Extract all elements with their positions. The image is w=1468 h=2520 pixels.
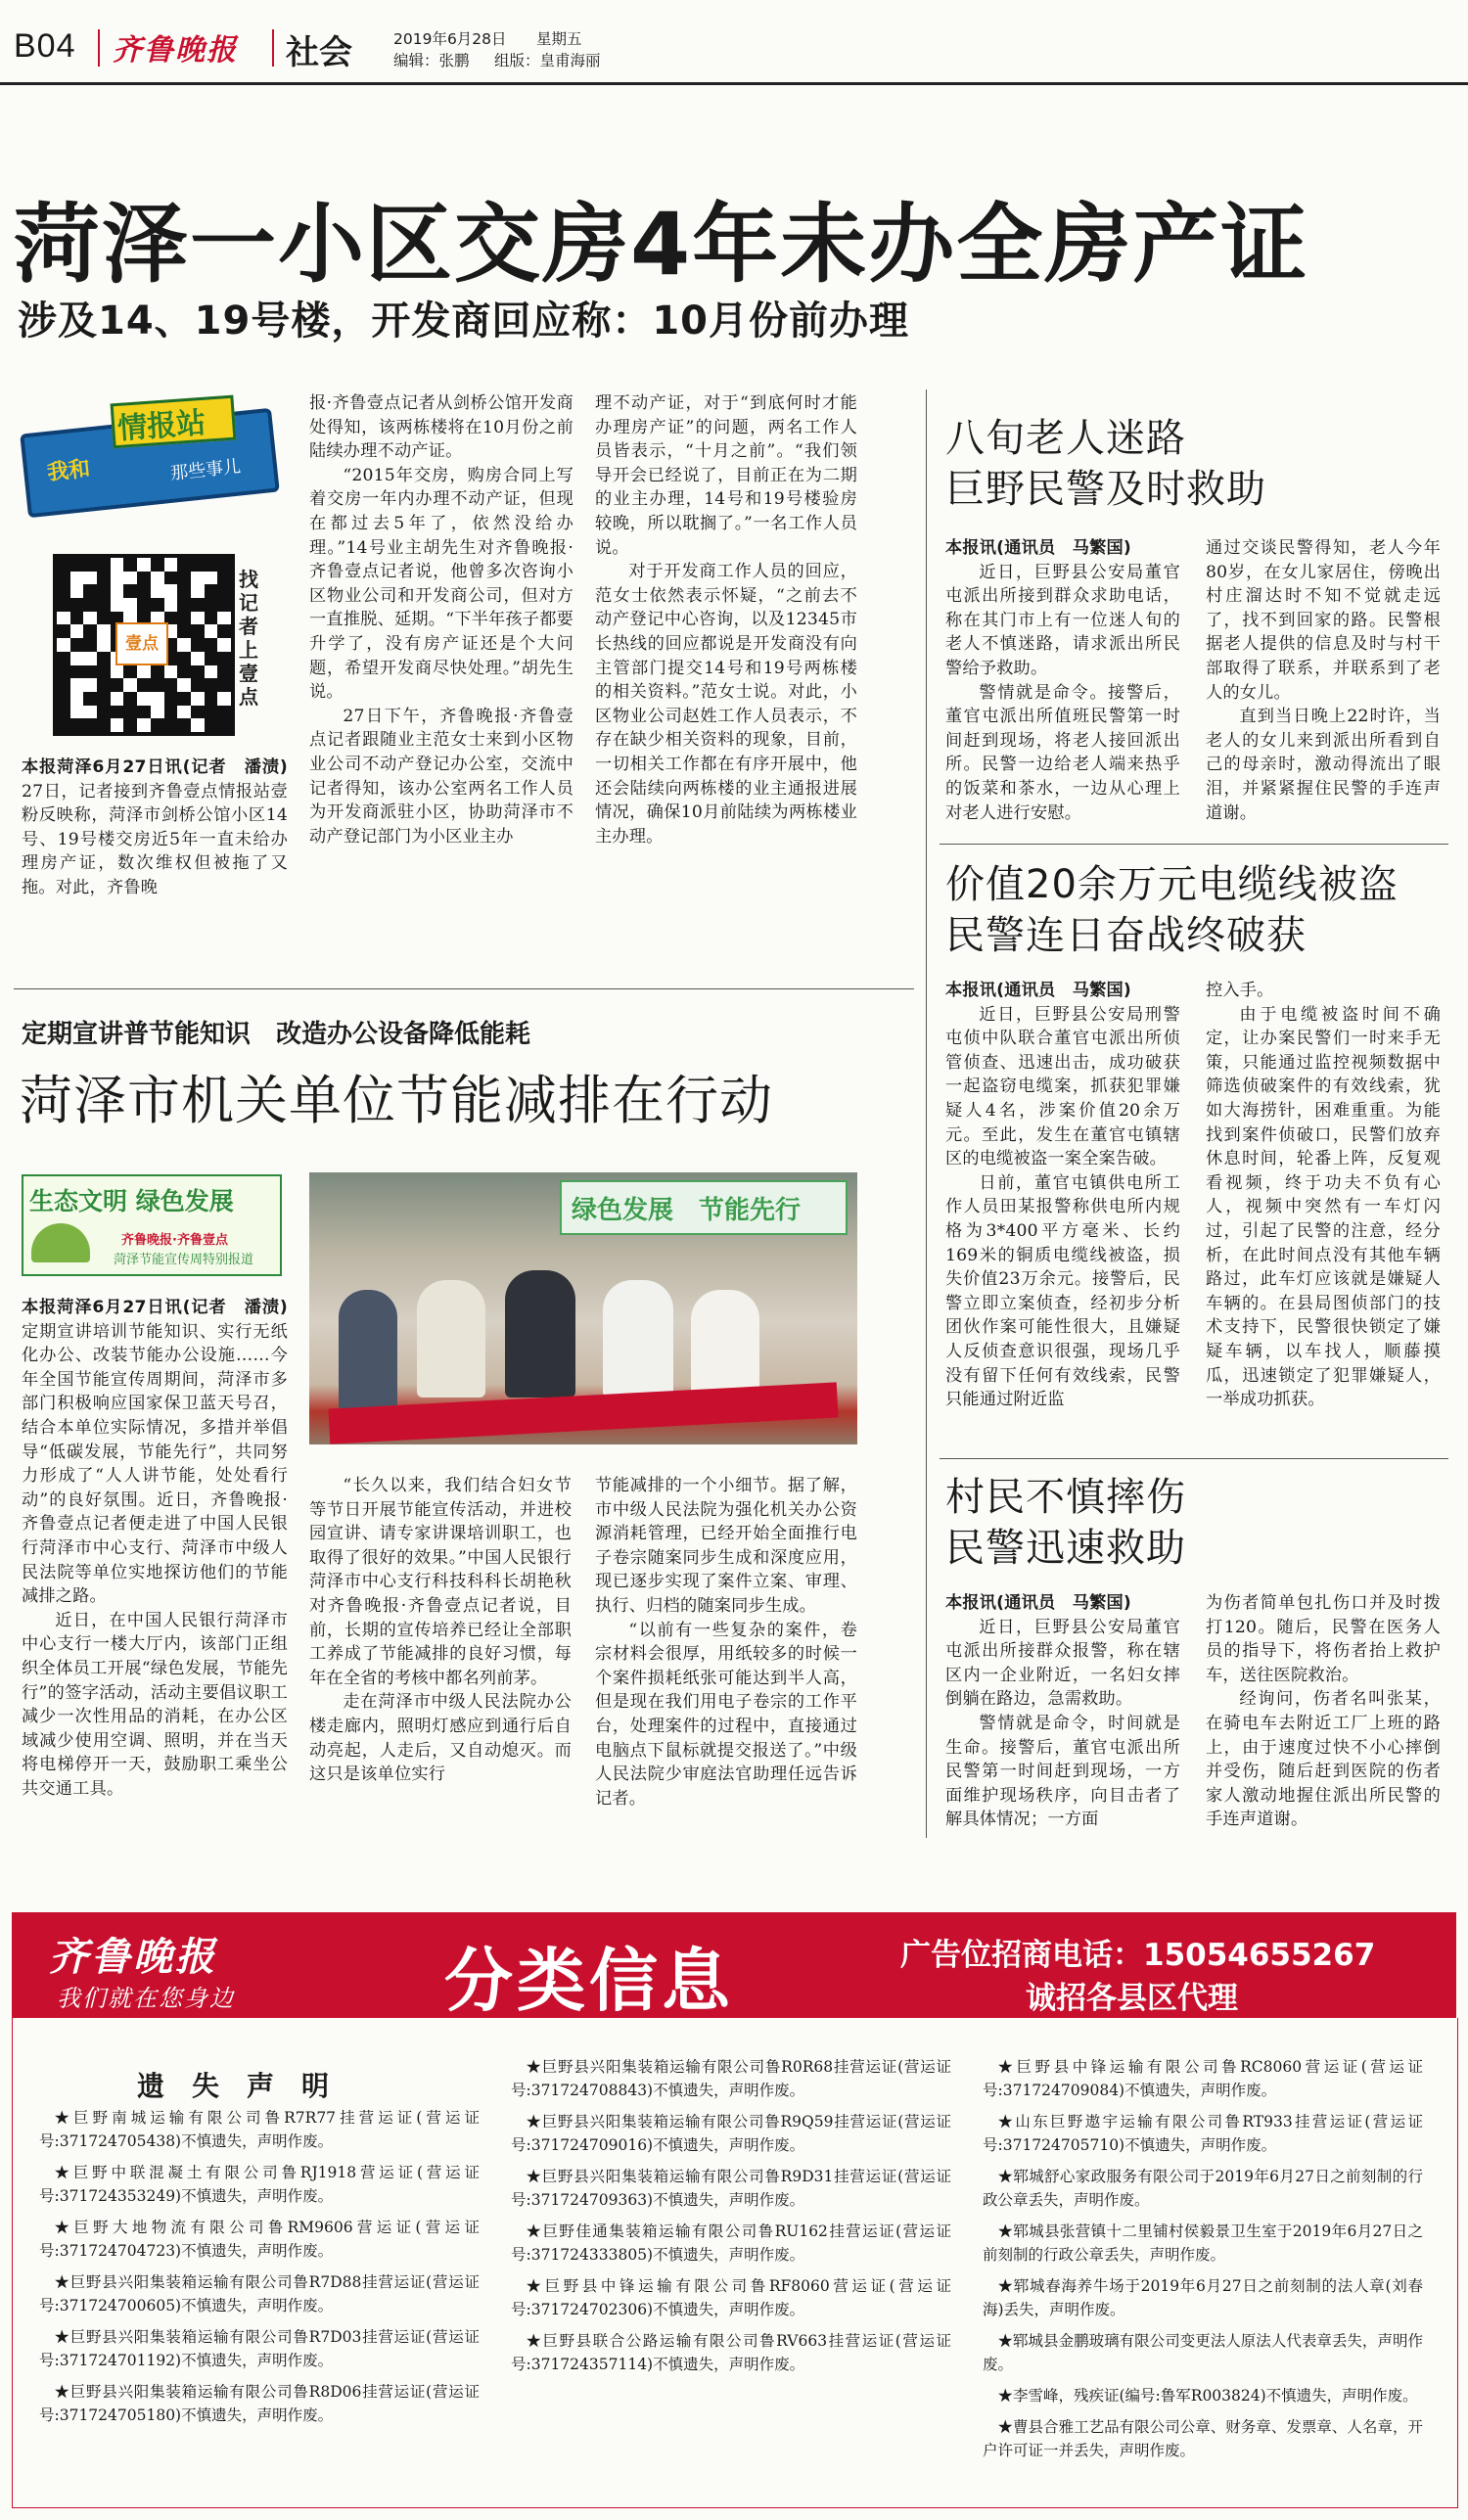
energy-headline: 菏泽市机关单位节能减排在行动: [20, 1070, 773, 1131]
photo-sign-text: 绿色发展 节能先行: [572, 1196, 802, 1225]
story1-column-2: [1206, 536, 1441, 825]
issue-date: 2019年6月28日: [393, 30, 507, 48]
paragraph: 近日，巨野县公安局刑警屯侦中队联合董官屯派出所侦管侦查、迅速出击，成功破获一起盗窃电缆案，抓获犯罪嫌疑人4名，涉案价值20余万元。至此，发生在董官屯镇辖区的电缆被盗一案全案告破。: [945, 1004, 1180, 1169]
masthead-rule: [0, 82, 1468, 85]
paragraph: 节能减排的一个小细节。据了解，市中级人民法院为强化机关办公资源消耗管理，已经开始全面推行电子卷宗随案同步生成和深度应用，现已逐步实现了案件立案、审理、执行、归档的随案同步生成。: [595, 1476, 857, 1616]
paragraph: 警情就是命令。接警后，董官屯派出所值班民警第一时间赶到现场，将老人接回派出所。民警一边给老人端来热乎的饭菜和茶水，一边从心理上对老人进行安慰。: [945, 682, 1180, 823]
paragraph: 通过交谈民警得知，老人今年80岁，在女儿家居住，傍晚出村庄溜达时不知不觉就走远了，找不到回家的路。民警根据老人提供的信息及时与村干部取得了联系，并联系到了老人的女儿。: [1206, 538, 1441, 703]
energy-column-1: [22, 1296, 288, 1801]
person-figure: [505, 1270, 575, 1397]
notice-item: ★郓城春海养牛场于2019年6月27日之前刻制的法人章(刘春海)丢失，声明作废。: [983, 2277, 1423, 2318]
headline-line: 民警连日奋战终破获: [945, 913, 1307, 958]
section-title: 社会: [286, 33, 352, 72]
story1-byline: 本报讯(通讯员 马繁国): [945, 538, 1131, 558]
notice-item: ★巨野县兴阳集装箱运输有限公司鲁R7D03挂营运证(营运证号:371724701192)不慎遗失，声明作废。: [39, 2328, 480, 2369]
photo-sign: [560, 1180, 848, 1235]
paragraph: 定期宣讲培训节能知识、实行无纸化办公、改装节能办公设施……今年全国节能宣传周期间，菏泽市多部门积极响应国家保卫蓝天号召，结合本单位实际情况，多措并举倡导“低碳发展，节能先行”，共同努力形成了“人人讲节能，处处看行动”的良好氛围。近日，齐鲁晚报·齐鲁壹点记者便走进了中国人民银行菏泽市中心支行、菏泽市中级人民法院等单位实地探访他们的节能减排之路。: [22, 1321, 288, 1607]
paragraph: 27日，记者接到齐鲁壹点情报站壹粉反映称，菏泽市剑桥公馆小区14号、19号楼交房近5年一直未给办理房产证，数次维权但被拖了又拖。对此，齐鲁晚: [22, 781, 288, 897]
paragraph: 日前，董官屯镇供电所工作人员田某报警称供电所内规格为3*400平方毫米、长约169米的铜质电缆线被盗，损失价值23万余元。接警后，民警立即立案侦查，经初步分析团伙作案可能性很大，且嫌疑人反侦查意识很强，现场几乎没有留下任何有效线索，民警只能通过附近监: [945, 1172, 1180, 1410]
person-figure: [339, 1290, 397, 1417]
masthead-divider: [98, 29, 100, 67]
classified-banner: [12, 1912, 1456, 2021]
issue-weekday: 星期五: [536, 30, 582, 48]
paragraph: 为伤者简单包扎伤口并及时拨打120。随后，民警在医务人员的指导下，将伤者抬上救护车，送往医院救治。: [1206, 1593, 1441, 1685]
energy-kicker: 定期宣讲普节能知识 改造办公设备降低能耗: [22, 1020, 531, 1049]
lead-column-2: [309, 391, 573, 848]
story3-headline: [945, 1472, 1186, 1574]
lead-subhead: 涉及14、19号楼，开发商回应称：10月份前办理: [18, 298, 909, 344]
paragraph: “2015年交房，购房合同上写着交房一年内办理不动产证，但现在都过去5年了，依然没给办理。”14号业主胡先生对齐鲁晚报·齐鲁壹点记者说，他曾多次咨询小区物业公司和开发商公司，但对方一直推脱、延期。“下半年孩子都要升学了，没有房产证还是个大问题，希望开发商尽快处理。”胡先生说。: [309, 465, 573, 703]
story3-column-2: [1206, 1591, 1441, 1832]
banner-sub1: 齐鲁晚报·齐鲁壹点: [121, 1233, 228, 1248]
story2-byline: 本报讯(通讯员 马繁国): [945, 981, 1131, 1000]
qr-logo: 壹点: [115, 622, 168, 665]
signing-banner: [328, 1382, 838, 1443]
person-figure: [417, 1280, 485, 1397]
story2-column-2: [1206, 979, 1441, 1412]
paragraph: 理不动产证，对于“到底何时才能办理房产证”的问题，两名工作人员皆表示，“十月之前”。“我们领导开会已经说了，目前正在为二期的业主办理，14号和19号楼验房较晚，所以耽搁了。”一名工作人员说。: [595, 393, 857, 558]
classified-title: 分类信息: [444, 1941, 734, 2021]
notice-item: ★山东巨野遨宇运输有限公司鲁RT933挂营运证(营运证号:371724705710)不慎遗失，声明作废。: [983, 2113, 1423, 2154]
paragraph: “长久以来，我们结合妇女节等节日开展节能宣传活动，并进校园宣讲、请专家讲课培训职工，也取得了很好的效果。”中国人民银行菏泽市中心支行科技科科长胡艳秋对齐鲁晚报·齐鲁壹点记者说，目前，长期的宣传培养已经让全部职工养成了节能减排的良好习惯，每年在全省的考核中都名列前茅。: [309, 1476, 572, 1688]
banner-title: 生态文明 绿色发展: [29, 1187, 234, 1215]
lead-headline: 菏泽一小区交房4年未办全房产证: [14, 194, 1309, 295]
paragraph: 警情就是命令，时间就是生命。接警后，董官屯派出所民警第一时间赶到现场，一方面维护现场秩序，向目击者了解具体情况；一方面: [945, 1713, 1180, 1830]
classified-column-3: [983, 2055, 1423, 2470]
paragraph: 由于电缆被盗时间不确定，让办案民警们一时来手无策，只能通过监控视频数据中筛选侦破案件的有效线索，犹如大海捞针，困难重重。为能找到案件侦破口，民警们放弃休息时间，轮番上阵，反复观看视频，终于功夫不负有心人，视频中突然有一车灯闪过，引起了民警的注意，经分析，在此时间点没有其他车辆路过，此车灯应该就是嫌疑人车辆的。在县局图侦部门的技术支持下，民警很快锁定了嫌疑车辆，以车找人，顺藤摸瓜，迅速锁定了犯罪嫌疑人，一举成功抓获。: [1206, 1004, 1441, 1410]
notice-item: ★巨野县中锋运输有限公司鲁RF8060营运证(营运证号:371724702306)不慎遗失，声明作废。: [511, 2277, 951, 2318]
paragraph: 近日，巨野县公安局董官屯派出所接群众报警，称在辖区内一企业附近，一名妇女摔倒躺在路边，急需救助。: [945, 1617, 1180, 1710]
story2-column-1: [945, 979, 1180, 1412]
story2-headline: [945, 859, 1399, 961]
notice-item: ★郓城县张营镇十二里铺村侯毅景卫生室于2019年6月27日之前刻制的行政公章丢失，声明作废。: [983, 2222, 1423, 2264]
story1-column-1: [945, 536, 1180, 825]
section-rule: [940, 844, 1448, 845]
story3-column-1: [945, 1591, 1180, 1832]
leaf-icon: [31, 1223, 90, 1262]
paragraph: 走在菏泽市中级人民法院办公楼走廊内，照明灯感应到通行后自动亮起，人走后，又自动熄灭。而这只是该单位实行: [309, 1692, 572, 1785]
classified-column-1: [39, 2106, 480, 2435]
agent-recruit: 诚招各县区代理: [1026, 1981, 1238, 2016]
paragraph: 近日，巨野县公安局董官屯派出所接到群众求助电话，称在其门市上有一位迷人旬的老人不慎迷路，请求派出所民警给予救助。: [945, 562, 1180, 678]
notice-item: ★巨野县兴阳集装箱运输有限公司鲁R0R68挂营运证(营运证号:371724708843)不慎遗失，声明作废。: [511, 2058, 951, 2099]
headline-line: 村民不慎摔伤: [945, 1475, 1186, 1520]
section-rule: [940, 1458, 1448, 1459]
story3-byline: 本报讯(通讯员 马繁国): [945, 1593, 1131, 1613]
column-divider: [926, 389, 927, 1838]
story1-headline: [945, 413, 1266, 515]
notice-item: ★巨野南城运输有限公司鲁R7R77挂营运证(营运证号:371724705438)不慎遗失，声明作废。: [39, 2109, 480, 2150]
badge-title: 情报站: [116, 405, 207, 447]
news-photo: [309, 1172, 857, 1444]
notice-item: ★巨野大地物流有限公司鲁RM9606营运证(营运证号:371724704723)不慎遗失，声明作废。: [39, 2219, 480, 2260]
notice-item: ★巨野县联合公路运输有限公司鲁RV663挂营运证(营运证号:371724357114)不慎遗失，声明作废。: [511, 2332, 951, 2373]
notice-item: ★郓城舒心家政服务有限公司于2019年6月27日之前刻制的行政公章丢失，声明作废。: [983, 2168, 1423, 2209]
paragraph: 近日，在中国人民银行菏泽市中心支行一楼大厅内，该部门正组织全体员工开展“绿色发展，节能先行”的签字活动，活动主要倡议职工减少一次性用品的消耗，在办公区域减少使用空调、照明，并在当天将电梯停开一天，鼓励职工乘坐公共交通工具。: [22, 1610, 288, 1799]
paper-logo: 齐鲁晚报: [113, 33, 238, 68]
paragraph: 经询问，伤者名叫张某，在骑电车去附近工厂上班的路上，由于速度过快不小心摔倒并受伤，随后赶到医院的伤者家人激动地握住派出所民警的手连声道谢。: [1206, 1689, 1441, 1830]
notice-item: ★巨野佳通集装箱运输有限公司鲁RU162挂营运证(营运证号:371724333805)不慎遗失，声明作废。: [511, 2222, 951, 2264]
headline-line: 八旬老人迷路: [945, 416, 1186, 461]
energy-column-2: [309, 1474, 572, 1787]
notice-item: ★巨野县兴阳集装箱运输有限公司鲁R8D06挂营运证(营运证号:371724705180)不慎遗失，声明作废。: [39, 2383, 480, 2424]
notice-item: ★曹县合雅工艺品有限公司公章、财务章、发票章、人名章，开户许可证一并丢失，声明作废。: [983, 2418, 1423, 2459]
lead-byline: 本报菏泽6月27日讯(记者 潘渍): [22, 757, 288, 777]
paragraph: 报·齐鲁壹点记者从剑桥公馆开发商处得知，该两栋楼将在10月份之前陆续办理不动产证。: [309, 393, 573, 462]
layout-credit: 组版：皇甫海丽: [494, 52, 601, 69]
page-number: B04: [14, 27, 76, 65]
masthead-divider: [272, 29, 274, 67]
lead-column-3: [595, 391, 857, 848]
classified-logo: 齐鲁晚报: [49, 1934, 217, 1980]
notice-item: ★巨野中联混凝土有限公司鲁RJ1918营运证(营运证号:371724353249)不慎遗失，声明作废。: [39, 2164, 480, 2205]
notice-item: ★郓城县金鹏玻璃有限公司变更法人原法人代表章丢失，声明作废。: [983, 2332, 1423, 2373]
qr-caption: 找记者 上壹点: [239, 568, 258, 709]
headline-line: 民警迅速救助: [945, 1526, 1186, 1571]
notice-item: ★巨野县中锋运输有限公司鲁RC8060营运证(营运证号:371724709084)不慎遗失，声明作废。: [983, 2058, 1423, 2099]
person-figure: [603, 1280, 673, 1397]
eco-banner: [22, 1174, 282, 1276]
lost-notice-title: 遗 失 声 明: [137, 2070, 330, 2102]
notice-item: ★巨野县兴阳集装箱运输有限公司鲁R9D31挂营运证(营运证号:371724709363)不慎遗失，声明作废。: [511, 2168, 951, 2209]
badge-sub2: 那些事儿: [169, 456, 243, 484]
notice-item: ★巨野县兴阳集装箱运输有限公司鲁R7D88挂营运证(营运证号:371724700605)不慎遗失，声明作废。: [39, 2273, 480, 2314]
paragraph: 27日下午，齐鲁晚报·齐鲁壹点记者跟随业主范女士来到小区物业公司不动产登记办公室，交流中记者得知，该办公室两名工作人员为开发商派驻小区，协助菏泽市不动产登记部门为小区业主办: [309, 706, 573, 847]
notice-item: ★巨野县兴阳集装箱运输有限公司鲁R9Q59挂营运证(营运证号:371724709016)不慎遗失，声明作废。: [511, 2113, 951, 2154]
paragraph: 控入手。: [1206, 981, 1274, 1000]
headline-line: 巨野民警及时救助: [945, 467, 1266, 512]
info-station-badge: [23, 399, 278, 513]
editor-credit: 编辑：张鹏: [393, 52, 470, 69]
classified-column-2: [511, 2055, 951, 2384]
headline-line: 价值20余万元电缆线被盗: [945, 862, 1399, 907]
badge-sub1: 我和: [46, 456, 92, 486]
energy-byline: 本报菏泽6月27日讯(记者 潘渍): [22, 1298, 288, 1317]
paragraph: 对于开发商工作人员的回应，范女士依然表示怀疑，“之前去不动产登记中心咨询，以及12345市长热线的回应都说是开发商没有向主管部门提交14号和19号两栋楼的相关资料。”范女士说。对此，小区物业公司赵姓工作人员表示，不存在缺少相关资料的现象，目前，一切相关工作都在有序开展中，他还会陆续向两栋楼的业主通报进展情况，确保10月前陆续为两栋楼业主办理。: [595, 562, 857, 847]
lead-column-1: [22, 756, 288, 900]
energy-column-3: [595, 1474, 857, 1810]
banner-sub2: 菏泽节能宣传周特别报道: [114, 1253, 254, 1267]
paragraph: “以前有一些复杂的案件，卷宗材料会很厚，用纸较多的时候一个案件损耗纸张可能达到半人高，但是现在我们用电子卷宗的工作平台，处理案件的过程中，直接通过电脑点下鼠标就提交报送了。”中级人民法院少审庭法官助理任远告诉记者。: [595, 1620, 857, 1809]
person-figure: [691, 1290, 759, 1397]
ad-phone[interactable]: 广告位招商电话：15054655267: [900, 1938, 1376, 1973]
classified-slogan: 我们就在您身边: [57, 1985, 235, 2012]
notice-item: ★李雪峰，残疾证(编号:鲁军R003824)不慎遗失，声明作废。: [997, 2387, 1418, 2405]
section-rule: [14, 988, 914, 989]
paragraph: 直到当日晚上22时许，当老人的女儿来到派出所看到自己的母亲时，激动得流出了眼泪，并紧紧握住民警的手连声道谢。: [1206, 707, 1441, 823]
